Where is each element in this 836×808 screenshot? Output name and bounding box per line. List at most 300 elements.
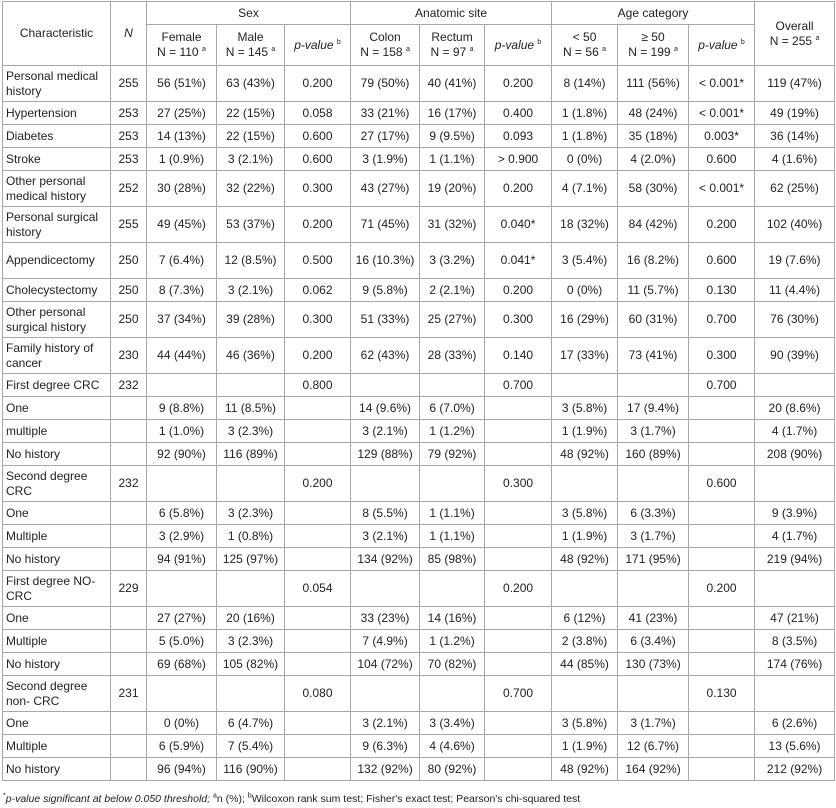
cell-female: 6 (5.9%) [147, 735, 217, 758]
cell-age-lt50: 1 (1.9%) [552, 735, 618, 758]
table-header [3, 2, 835, 66]
cell-age-lt50: 3 (5.8%) [552, 712, 618, 735]
cell-female: 56 (51%) [147, 66, 217, 102]
cell-characteristic: One [3, 397, 111, 420]
cell-female: 96 (94%) [147, 758, 217, 781]
cell-p-value-sex: 0.500 [285, 243, 351, 279]
cell-rectum: 1 (1.1%) [420, 525, 485, 548]
cell-male: 1 (0.8%) [217, 525, 285, 548]
cell-p-value-site [485, 525, 552, 548]
cell-colon: 3 (1.9%) [351, 148, 420, 171]
footnote-text-2: n (%); [216, 793, 245, 805]
cell-p-value-age [689, 735, 755, 758]
header-male-label: Male [237, 30, 264, 44]
cell-female: 49 (45%) [147, 207, 217, 243]
header-n: N [111, 2, 147, 66]
cell-male: 32 (22%) [217, 171, 285, 207]
cell-characteristic: Multiple [3, 630, 111, 653]
cell-p-value-site [485, 758, 552, 781]
cell-overall: 36 (14%) [755, 125, 835, 148]
cell-colon: 71 (45%) [351, 207, 420, 243]
header-female [147, 25, 217, 66]
cell-p-value-age [689, 630, 755, 653]
cell-age-lt50: 1 (1.9%) [552, 420, 618, 443]
cell-overall: 102 (40%) [755, 207, 835, 243]
cell-male: 12 (8.5%) [217, 243, 285, 279]
cell-overall: 9 (3.9%) [755, 502, 835, 525]
cell-rectum: 1 (1.1%) [420, 502, 485, 525]
header-female-label: Female [161, 30, 202, 44]
cell-female: 8 (7.3%) [147, 279, 217, 302]
cell-characteristic: Cholecystectomy [3, 279, 111, 302]
cell-p-value-sex: 0.200 [285, 466, 351, 502]
cell-female: 6 (5.8%) [147, 502, 217, 525]
header-overall [755, 2, 835, 66]
cell-colon: 134 (92%) [351, 548, 420, 571]
cell-age-ge50 [618, 571, 689, 607]
table-body [3, 66, 835, 781]
cell-n [111, 630, 147, 653]
cell-overall [755, 571, 835, 607]
cell-n: 252 [111, 171, 147, 207]
cell-colon: 62 (43%) [351, 338, 420, 374]
cell-characteristic: Second degree CRC [3, 466, 111, 502]
cell-male: 6 (4.7%) [217, 712, 285, 735]
cell-age-ge50: 35 (18%) [618, 125, 689, 148]
cell-colon: 132 (92%) [351, 758, 420, 781]
cell-n [111, 525, 147, 548]
header-age-ge50 [618, 25, 689, 66]
superscript-b: b [740, 38, 745, 46]
cell-overall: 19 (7.6%) [755, 243, 835, 279]
cell-characteristic: No history [3, 548, 111, 571]
table-row [3, 548, 835, 571]
cell-p-value-age [689, 712, 755, 735]
cell-p-value-age [689, 548, 755, 571]
cell-rectum: 85 (98%) [420, 548, 485, 571]
cell-rectum: 40 (41%) [420, 66, 485, 102]
cell-p-value-site [485, 548, 552, 571]
cell-age-lt50: 2 (3.8%) [552, 630, 618, 653]
cell-rectum: 80 (92%) [420, 758, 485, 781]
cell-female: 94 (91%) [147, 548, 217, 571]
cell-female: 69 (68%) [147, 653, 217, 676]
cell-p-value-site [485, 397, 552, 420]
cell-age-ge50: 160 (89%) [618, 443, 689, 466]
cell-rectum: 14 (16%) [420, 607, 485, 630]
cell-p-value-site: 0.041* [485, 243, 552, 279]
cell-p-value-age: 0.003* [689, 125, 755, 148]
superscript-a: a [602, 46, 606, 53]
cell-n: 253 [111, 102, 147, 125]
cell-p-value-age: 0.600 [689, 466, 755, 502]
table-row [3, 712, 835, 735]
cell-colon [351, 374, 420, 397]
cell-male: 125 (97%) [217, 548, 285, 571]
table-row [3, 630, 835, 653]
cell-age-ge50: 3 (1.7%) [618, 712, 689, 735]
cell-age-lt50: 0 (0%) [552, 279, 618, 302]
cell-age-lt50: 0 (0%) [552, 148, 618, 171]
table-row [3, 676, 835, 712]
cell-age-lt50: 48 (92%) [552, 758, 618, 781]
cell-characteristic: Family history of cancer [3, 338, 111, 374]
table-row [3, 525, 835, 548]
cell-colon: 16 (10.3%) [351, 243, 420, 279]
table-row [3, 443, 835, 466]
cell-p-value-age [689, 502, 755, 525]
header-male-n: N = 145 [225, 45, 269, 59]
cell-rectum: 9 (9.5%) [420, 125, 485, 148]
cell-overall: 219 (94%) [755, 548, 835, 571]
table-row [3, 466, 835, 502]
cell-rectum [420, 466, 485, 502]
cell-p-value-age [689, 653, 755, 676]
header-p-value-sex [285, 25, 351, 66]
cell-male: 3 (2.1%) [217, 148, 285, 171]
cell-p-value-age: 0.700 [689, 374, 755, 397]
cell-overall [755, 676, 835, 712]
cell-colon: 104 (72%) [351, 653, 420, 676]
footnote [3, 793, 580, 805]
cell-characteristic: No history [3, 443, 111, 466]
cell-characteristic: One [3, 502, 111, 525]
table-row [3, 735, 835, 758]
cell-colon: 3 (2.1%) [351, 420, 420, 443]
footnote-star: * [3, 792, 6, 800]
cell-female: 30 (28%) [147, 171, 217, 207]
superscript-a: a [271, 46, 276, 53]
header-age-ge50-n: N = 199 [628, 45, 671, 59]
cell-colon: 43 (27%) [351, 171, 420, 207]
cell-p-value-sex [285, 548, 351, 571]
cell-age-lt50: 17 (33%) [552, 338, 618, 374]
cell-p-value-sex: 0.058 [285, 102, 351, 125]
cell-age-lt50: 3 (5.8%) [552, 502, 618, 525]
cell-age-lt50: 4 (7.1%) [552, 171, 618, 207]
cell-age-lt50: 16 (29%) [552, 302, 618, 338]
cell-n [111, 548, 147, 571]
cell-male: 3 (2.3%) [217, 630, 285, 653]
superscript-a: a [673, 46, 678, 53]
table-row [3, 302, 835, 338]
cell-age-lt50: 3 (5.8%) [552, 397, 618, 420]
footnote-text-3: Wilcoxon rank sum test; Fisher's exact test; Pearson's chi-squared test [251, 793, 581, 805]
cell-age-lt50: 6 (12%) [552, 607, 618, 630]
cell-age-ge50 [618, 374, 689, 397]
table-row [3, 66, 835, 102]
cell-colon: 51 (33%) [351, 302, 420, 338]
cell-male [217, 571, 285, 607]
cell-characteristic: multiple [3, 420, 111, 443]
cell-overall: 8 (3.5%) [755, 630, 835, 653]
table-row [3, 279, 835, 302]
header-p-value-site [485, 25, 552, 66]
cell-overall: 90 (39%) [755, 338, 835, 374]
cell-p-value-age: 0.130 [689, 279, 755, 302]
cell-p-value-site: 0.700 [485, 374, 552, 397]
cell-p-value-site: 0.200 [485, 279, 552, 302]
cell-male: 20 (16%) [217, 607, 285, 630]
cell-overall [755, 374, 835, 397]
header-sex: Sex [147, 2, 351, 25]
cell-rectum: 1 (1.2%) [420, 420, 485, 443]
cell-p-value-site: 0.040* [485, 207, 552, 243]
table-row [3, 171, 835, 207]
cell-characteristic: Hypertension [3, 102, 111, 125]
cell-n: 230 [111, 338, 147, 374]
cell-p-value-age: < 0.001* [689, 102, 755, 125]
cell-male: 11 (8.5%) [217, 397, 285, 420]
cell-colon: 3 (2.1%) [351, 712, 420, 735]
cell-male [217, 676, 285, 712]
cell-rectum [420, 374, 485, 397]
cell-male: 53 (37%) [217, 207, 285, 243]
header-age-category: Age category [552, 2, 755, 25]
cell-age-ge50: 84 (42%) [618, 207, 689, 243]
cell-colon: 3 (2.1%) [351, 525, 420, 548]
cell-rectum [420, 571, 485, 607]
cell-p-value-site [485, 443, 552, 466]
cell-p-value-sex [285, 443, 351, 466]
header-anatomic-site: Anatomic site [351, 2, 552, 25]
cell-overall: 6 (2.6%) [755, 712, 835, 735]
cell-rectum: 16 (17%) [420, 102, 485, 125]
cell-male: 3 (2.3%) [217, 420, 285, 443]
table-row [3, 338, 835, 374]
cell-rectum: 3 (3.4%) [420, 712, 485, 735]
cell-characteristic: Personal medical history [3, 66, 111, 102]
cell-n [111, 420, 147, 443]
cell-rectum: 1 (1.2%) [420, 630, 485, 653]
cell-n [111, 758, 147, 781]
cell-rectum: 31 (32%) [420, 207, 485, 243]
cell-colon: 129 (88%) [351, 443, 420, 466]
cell-age-ge50: 16 (8.2%) [618, 243, 689, 279]
cell-p-value-site: 0.200 [485, 571, 552, 607]
cell-p-value-sex [285, 397, 351, 420]
cell-rectum: 1 (1.1%) [420, 148, 485, 171]
cell-characteristic: One [3, 712, 111, 735]
header-p-value-age [689, 25, 755, 66]
cell-n: 232 [111, 466, 147, 502]
cell-colon: 79 (50%) [351, 66, 420, 102]
cell-colon: 33 (23%) [351, 607, 420, 630]
cell-n [111, 607, 147, 630]
cell-characteristic: Other personal medical history [3, 171, 111, 207]
table-row [3, 102, 835, 125]
cell-p-value-sex: 0.300 [285, 302, 351, 338]
cell-overall: 174 (76%) [755, 653, 835, 676]
cell-p-value-sex [285, 607, 351, 630]
cell-age-ge50: 3 (1.7%) [618, 420, 689, 443]
cell-p-value-age [689, 758, 755, 781]
superscript-b: b [336, 38, 341, 46]
cell-age-lt50: 3 (5.4%) [552, 243, 618, 279]
cell-female: 27 (25%) [147, 102, 217, 125]
cell-female [147, 676, 217, 712]
footnote-sup-b: b [247, 792, 252, 800]
cell-p-value-sex [285, 653, 351, 676]
table-row [3, 758, 835, 781]
cell-age-ge50: 17 (9.4%) [618, 397, 689, 420]
cell-overall: 208 (90%) [755, 443, 835, 466]
cell-male: 7 (5.4%) [217, 735, 285, 758]
cell-female: 5 (5.0%) [147, 630, 217, 653]
cell-characteristic: Diabetes [3, 125, 111, 148]
table-row [3, 397, 835, 420]
cell-p-value-site: 0.300 [485, 302, 552, 338]
table-row [3, 571, 835, 607]
cell-p-value-sex: 0.600 [285, 148, 351, 171]
cell-rectum [420, 676, 485, 712]
header-rectum-n: N = 97 [430, 45, 467, 59]
cell-male: 63 (43%) [217, 66, 285, 102]
cell-colon [351, 676, 420, 712]
cell-age-ge50: 130 (73%) [618, 653, 689, 676]
cell-female: 7 (6.4%) [147, 243, 217, 279]
cell-p-value-age: 0.700 [689, 302, 755, 338]
cell-male [217, 374, 285, 397]
cell-overall: 47 (21%) [755, 607, 835, 630]
cell-characteristic: One [3, 607, 111, 630]
cell-characteristic: Second degree non- CRC [3, 676, 111, 712]
cell-p-value-sex: 0.080 [285, 676, 351, 712]
cell-p-value-age [689, 420, 755, 443]
cell-overall [755, 466, 835, 502]
cell-p-value-site [485, 630, 552, 653]
cell-n: 250 [111, 302, 147, 338]
cell-n: 250 [111, 279, 147, 302]
cell-characteristic: First degree CRC [3, 374, 111, 397]
cell-p-value-site: 0.700 [485, 676, 552, 712]
cell-p-value-site [485, 653, 552, 676]
header-age-lt50 [552, 25, 618, 66]
cell-rectum: 70 (82%) [420, 653, 485, 676]
header-overall-label: Overall [775, 18, 814, 33]
cell-p-value-sex [285, 712, 351, 735]
header-characteristic: Characteristic [3, 2, 111, 66]
header-colon-label: Colon [369, 30, 401, 44]
footnote-sup-a: a [212, 792, 217, 800]
cell-age-ge50: 6 (3.3%) [618, 502, 689, 525]
cell-p-value-sex [285, 420, 351, 443]
cell-p-value-age [689, 397, 755, 420]
cell-rectum: 4 (4.6%) [420, 735, 485, 758]
cell-p-value-sex [285, 525, 351, 548]
cell-male: 22 (15%) [217, 125, 285, 148]
cell-p-value-age: 0.300 [689, 338, 755, 374]
cell-age-lt50 [552, 466, 618, 502]
cell-p-value-site [485, 502, 552, 525]
cell-age-ge50: 41 (23%) [618, 607, 689, 630]
cell-colon: 8 (5.5%) [351, 502, 420, 525]
cell-rectum: 25 (27%) [420, 302, 485, 338]
cell-n: 253 [111, 125, 147, 148]
cell-characteristic: Appendicectomy [3, 243, 111, 279]
header-age-lt50-label: < 50 [572, 30, 597, 44]
table-row [3, 653, 835, 676]
cell-overall: 20 (8.6%) [755, 397, 835, 420]
cell-p-value-sex: 0.062 [285, 279, 351, 302]
cell-age-ge50: 11 (5.7%) [618, 279, 689, 302]
cell-age-ge50: 111 (56%) [618, 66, 689, 102]
characteristics-table [2, 1, 835, 781]
cell-female: 92 (90%) [147, 443, 217, 466]
cell-characteristic: No history [3, 758, 111, 781]
table-row [3, 207, 835, 243]
cell-female: 0 (0%) [147, 712, 217, 735]
cell-female: 37 (34%) [147, 302, 217, 338]
cell-n: 255 [111, 66, 147, 102]
cell-colon: 9 (6.3%) [351, 735, 420, 758]
cell-age-lt50: 44 (85%) [552, 653, 618, 676]
cell-n: 232 [111, 374, 147, 397]
cell-female: 3 (2.9%) [147, 525, 217, 548]
cell-n [111, 735, 147, 758]
header-age-ge50-label: ≥ 50 [641, 30, 665, 44]
cell-characteristic: First degree NO-CRC [3, 571, 111, 607]
cell-female [147, 571, 217, 607]
cell-p-value-sex: 0.054 [285, 571, 351, 607]
cell-age-lt50 [552, 676, 618, 712]
superscript-a: a [201, 46, 206, 53]
cell-p-value-sex [285, 630, 351, 653]
cell-overall: 62 (25%) [755, 171, 835, 207]
cell-female: 9 (8.8%) [147, 397, 217, 420]
cell-p-value-sex: 0.800 [285, 374, 351, 397]
cell-p-value-site [485, 420, 552, 443]
cell-overall: 76 (30%) [755, 302, 835, 338]
cell-colon [351, 466, 420, 502]
cell-rectum: 3 (3.2%) [420, 243, 485, 279]
cell-colon [351, 571, 420, 607]
table-row [3, 374, 835, 397]
cell-p-value-age: < 0.001* [689, 66, 755, 102]
cell-p-value-sex: 0.200 [285, 338, 351, 374]
cell-female: 44 (44%) [147, 338, 217, 374]
cell-age-lt50: 48 (92%) [552, 443, 618, 466]
cell-age-ge50: 6 (3.4%) [618, 630, 689, 653]
cell-n: 229 [111, 571, 147, 607]
superscript-a: a [469, 46, 474, 53]
header-overall-n: N = 255 [769, 33, 813, 48]
cell-age-ge50: 171 (95%) [618, 548, 689, 571]
cell-overall: 13 (5.6%) [755, 735, 835, 758]
superscript-a: a [405, 46, 410, 53]
cell-n: 250 [111, 243, 147, 279]
cell-male: 105 (82%) [217, 653, 285, 676]
cell-n [111, 653, 147, 676]
header-p-value-label: p-value [494, 37, 535, 52]
cell-colon: 27 (17%) [351, 125, 420, 148]
cell-male: 116 (89%) [217, 443, 285, 466]
cell-age-ge50 [618, 676, 689, 712]
cell-age-lt50: 1 (1.8%) [552, 125, 618, 148]
cell-n: 231 [111, 676, 147, 712]
cell-n: 253 [111, 148, 147, 171]
cell-p-value-age [689, 525, 755, 548]
cell-rectum: 19 (20%) [420, 171, 485, 207]
cell-age-lt50: 48 (92%) [552, 548, 618, 571]
cell-age-lt50: 18 (32%) [552, 207, 618, 243]
cell-p-value-age [689, 607, 755, 630]
cell-female: 27 (27%) [147, 607, 217, 630]
cell-n [111, 712, 147, 735]
cell-overall: 4 (1.7%) [755, 525, 835, 548]
cell-n [111, 502, 147, 525]
cell-age-ge50: 164 (92%) [618, 758, 689, 781]
